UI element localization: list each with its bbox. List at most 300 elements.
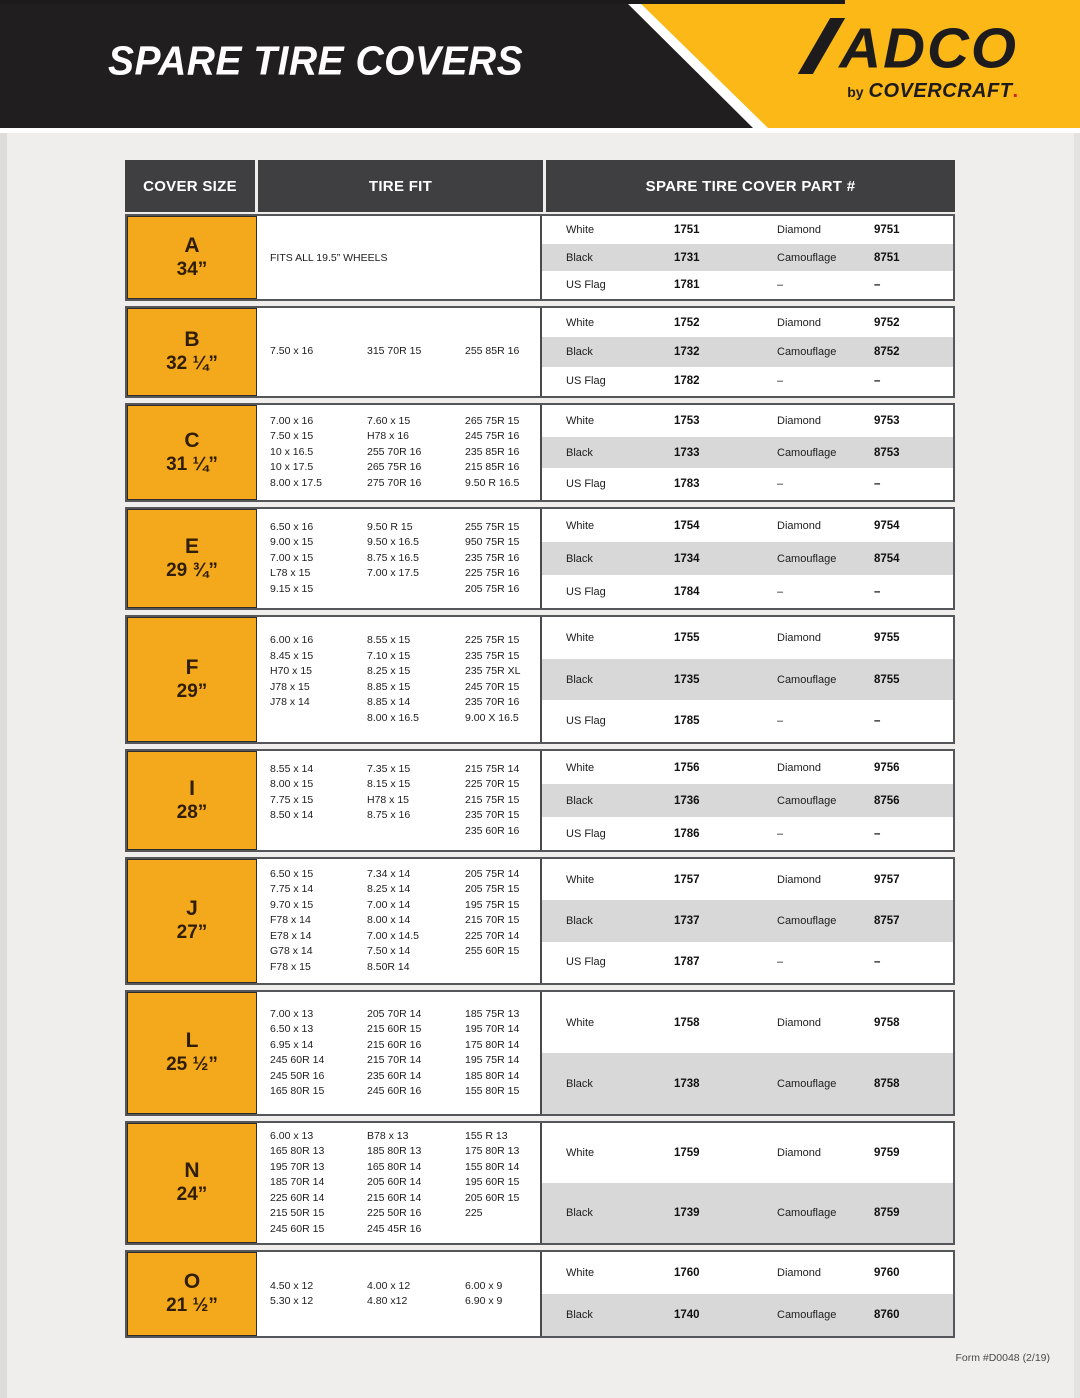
tire-fit-grid [257,1007,540,1100]
part-pattern-number: 9759 [874,1147,900,1159]
part-number: 1739 [674,1207,700,1219]
part-color-label: Black [566,552,593,565]
part-color-label: Black [566,673,593,686]
tire-fit-value: 7.34 x 14 [367,867,411,880]
tire-fit-column-1 [270,1279,367,1310]
part-row [542,900,953,941]
tire-fit-value: 7.50 x 16 [270,345,314,358]
part-pattern-label: Diamond [777,316,822,329]
part-pattern-number: 9758 [874,1016,900,1029]
tire-fit-value: 315 70R 15 [367,345,422,358]
tire-fit-value: 195 70R 13 [270,1160,325,1173]
tire-fit-grid [257,414,540,492]
part-pattern-number: 9757 [874,873,900,886]
tire-fit-value: 9.50 x 16.5 [367,536,419,549]
part-number: 1735 [674,673,700,686]
part-pattern-number: – [874,375,881,388]
parts-section [542,405,953,500]
tire-fit-value: 245 60R 16 [367,1085,422,1097]
tire-fit-value: 8.75 x 16 [367,809,411,822]
tire-fit-value: 205 75R 16 [465,582,520,595]
cover-size-inches: 29 ¾” [166,559,218,581]
part-number: 1757 [674,873,700,886]
part-pattern-number: – [874,279,881,292]
tire-fit-value: 215 70R 14 [367,1054,422,1066]
part-number: 1733 [674,446,700,459]
tire-fit-value: 6.50 x 15 [270,867,314,880]
tire-fit-value: 4.80 x12 [367,1295,408,1307]
cover-size-inches: 21 ½” [166,1295,218,1316]
part-pattern-number: 8757 [874,914,900,927]
tire-fit-value: 215 75R 15 [465,793,520,806]
part-pattern-number: 8754 [874,552,900,565]
tire-fit-value: 8.50 x 14 [270,809,314,822]
tire-fit-value: 9.15 x 15 [270,582,314,595]
part-number: 1753 [674,414,700,427]
cover-size-cell [127,308,257,396]
part-color-label: US Flag [566,478,606,491]
tire-fit-value: J78 x 14 [270,696,310,708]
part-number: 1784 [674,585,700,598]
tire-fit-value: 155 80R 15 [465,1085,520,1097]
tire-fit-value: H78 x 15 [367,793,410,806]
tire-fit-value: 205 60R 14 [367,1176,422,1189]
part-color-label: US Flag [566,715,606,728]
part-row [542,992,953,1053]
parts-section [542,308,953,396]
part-pattern-label: Diamond [777,1147,822,1159]
part-pattern-number: – [874,956,881,969]
size-group-E [125,507,955,610]
tire-fit-column-3 [465,344,540,360]
part-pattern-number: 9752 [874,316,900,329]
parts-section [542,617,953,742]
tire-fit-value: 7.00 x 14.5 [367,929,419,942]
tire-fit-column-3 [465,1129,540,1238]
tire-fit-value: 225 75R 16 [465,567,520,580]
parts-section [542,1123,953,1243]
tire-fit-value: 185 80R 13 [367,1145,422,1158]
part-number: 1732 [674,345,700,358]
tire-fit-value: 245 60R 15 [270,1222,325,1235]
part-row [542,942,953,983]
cover-size-inches: 31 ¼” [166,453,218,475]
tire-fit-value: 195 60R 15 [465,1176,520,1189]
size-group-O [125,1250,955,1338]
part-number: 1782 [674,375,700,388]
part-pattern-label: – [777,827,784,840]
part-pattern-label: Camouflage [777,794,837,807]
tire-fit-value: 4.50 x 12 [270,1279,314,1292]
tire-fit-value: 8.25 x 15 [367,665,411,677]
tire-fit-value: 9.00 X 16.5 [465,711,519,724]
part-number: 1783 [674,478,700,491]
tire-fit-value: G78 x 14 [270,945,313,958]
tire-fit-value: 205 75R 14 [465,867,520,880]
cover-size-inches: 28” [176,801,208,823]
tire-fit-value: 8.00 x 17.5 [270,476,322,489]
column-header-cover-size: COVER SIZE [125,160,255,212]
tire-fit-value: 195 75R 15 [465,898,520,911]
tire-fit-value: 7.00 x 13 [270,1007,314,1020]
tire-fit-value: 155 R 13 [465,1129,508,1142]
part-pattern-number: 8759 [874,1207,900,1219]
tire-fit-column-2 [367,1007,465,1100]
tire-fit-value: 185 75R 13 [465,1007,520,1020]
tire-fit-value: 215 85R 16 [465,461,520,474]
part-row [542,1252,953,1294]
tire-fit-value: 205 70R 14 [367,1007,422,1020]
tire-fit-value: 10 x 16.5 [270,445,314,458]
size-group-C [125,403,955,502]
tire-fit-cell [257,405,542,500]
part-pattern-number: 9760 [874,1267,900,1279]
tire-fit-value: 235 75R 16 [465,551,520,564]
cover-size-inches: 24” [176,1184,208,1205]
tire-fit-value: 215 60R 14 [367,1191,422,1204]
cover-size-cell [127,405,257,500]
tire-fit-column-3 [465,867,540,976]
tire-fit-value: 245 70R 15 [465,680,520,693]
tire-fit-cell [257,751,542,850]
part-pattern-label: Diamond [777,1267,822,1279]
part-row [542,367,953,396]
tire-fit-value: 7.00 x 17.5 [367,567,419,580]
part-pattern-number: – [874,478,881,491]
part-pattern-label: – [777,478,784,491]
tire-fit-value: 245 50R 16 [270,1069,325,1082]
part-row [542,542,953,575]
size-group-I [125,749,955,852]
tire-fit-value: 5.30 x 12 [270,1295,314,1307]
cover-size-inches: 29” [176,680,208,702]
part-pattern-label: – [777,585,784,598]
part-pattern-number: 8753 [874,446,900,459]
tire-fit-value: J78 x 15 [270,680,310,693]
page-right-edge [1074,133,1080,1398]
tire-fit-value: 7.10 x 15 [367,649,411,662]
tire-fit-column-2 [367,344,465,360]
cover-size-cell [127,216,257,299]
part-color-label: White [566,1147,595,1159]
tire-fit-column-3 [465,520,540,598]
size-group-A [125,214,955,301]
spare-tire-cover-table [125,160,955,1343]
cover-size-cell [127,1123,257,1243]
table-groups [125,214,955,1338]
part-pattern-label: – [777,715,784,728]
size-group-J [125,857,955,985]
part-row [542,437,953,469]
logo-covercraft-text: COVERCRAFT [868,80,1013,102]
part-color-label: White [566,873,595,886]
tire-fit-value: 7.00 x 14 [367,898,411,911]
tire-fit-value: 225 60R 14 [270,1191,325,1204]
tire-fit-cell [257,1252,542,1336]
part-pattern-label: Camouflage [777,914,837,927]
tire-fit-value: 950 75R 15 [465,536,520,549]
tire-fit-value: 7.00 x 16 [270,414,314,427]
cover-size-letter: I [189,776,195,800]
part-pattern-label: Diamond [777,761,822,774]
tire-fit-value: 205 75R 15 [465,883,520,896]
part-row [542,784,953,817]
part-pattern-label: Diamond [777,223,822,236]
tire-fit-cell [257,509,542,608]
part-row [542,1053,953,1114]
part-row [542,1294,953,1336]
cover-size-inches: 27” [176,922,208,943]
cover-size-letter: C [184,428,200,452]
part-row [542,817,953,850]
tire-fit-value: 175 80R 14 [465,1038,520,1051]
part-pattern-number: 8756 [874,794,900,807]
tire-fit-column-1 [270,1007,367,1100]
part-pattern-label: Camouflage [777,251,837,264]
cover-size-letter: J [186,897,198,920]
part-row [542,308,953,337]
part-pattern-number: 8760 [874,1309,900,1321]
tire-fit-value: 235 60R 14 [367,1069,422,1082]
part-number: 1734 [674,552,700,565]
tire-fit-value: 185 70R 14 [270,1176,325,1189]
part-color-label: US Flag [566,827,606,840]
part-color-label: Black [566,914,593,927]
part-color-label: Black [566,794,593,807]
part-pattern-number: – [874,585,881,598]
cover-size-cell [127,859,257,983]
parts-section [542,509,953,608]
part-number: 1786 [674,827,700,840]
part-pattern-number: – [874,827,881,840]
tire-fit-value: 235 70R 16 [465,696,520,708]
part-pattern-label: Camouflage [777,1309,837,1321]
tire-fit-value: 4.00 x 12 [367,1279,411,1292]
tire-fit-value: 255 70R 16 [367,445,422,458]
tire-fit-column-2 [367,520,465,598]
tire-fit-value: 7.00 x 15 [270,551,314,564]
tire-fit-value: 6.50 x 16 [270,520,314,533]
tire-fit-value: 235 60R 16 [465,824,520,837]
tire-fit-column-3 [465,633,540,726]
header-underline [0,128,1080,133]
tire-fit-value: 7.35 x 15 [367,762,411,775]
page-title: SPARE TIRE COVERS [108,38,524,85]
tire-fit-value: L78 x 15 [270,567,311,580]
tire-fit-grid [257,344,540,360]
tire-fit-value: 165 80R 14 [367,1160,422,1173]
tire-fit-value: 8.75 x 16.5 [367,551,419,564]
tire-fit-cell [257,859,542,983]
tire-fit-value: 9.00 x 15 [270,536,314,549]
tire-fit-value: 225 [465,1207,483,1220]
part-pattern-label: Diamond [777,414,822,427]
part-number: 1755 [674,631,700,644]
tire-fit-value: 8.15 x 15 [367,778,411,791]
cover-size-cell [127,617,257,742]
cover-size-letter: O [183,1270,201,1293]
cover-size-cell [127,1252,257,1336]
tire-fit-value: 8.00 x 14 [367,914,411,927]
tire-fit-value: 6.90 x 9 [465,1295,503,1307]
tire-fit-column-1 [270,344,367,360]
part-row [542,244,953,272]
cover-size-letter: N [184,1159,200,1182]
tire-fit-column-3 [465,762,540,840]
cover-size-inches: 34” [176,258,208,280]
part-pattern-label: – [777,956,784,969]
tire-fit-cell [257,617,542,742]
logo-by-text: by [847,84,864,100]
part-row [542,509,953,542]
tire-fit-value: 6.95 x 14 [270,1038,314,1051]
tire-fit-value: 8.55 x 15 [367,634,411,646]
part-color-label: White [566,1016,595,1029]
part-row [542,659,953,701]
cover-size-letter: E [184,534,199,558]
part-pattern-label: – [777,375,784,388]
tire-fit-value: 265 75R 15 [465,414,520,427]
part-number: 1781 [674,279,700,292]
parts-section [542,1252,953,1336]
part-number: 1740 [674,1309,700,1321]
cover-size-cell [127,509,257,608]
tire-fit-value: 9.50 R 16.5 [465,476,520,489]
logo-byline [814,80,1018,103]
tire-fit-value: 8.25 x 14 [367,883,411,896]
tire-fit-value: 8.00 x 16.5 [367,711,419,724]
tire-fit-value: F78 x 15 [270,960,311,973]
part-pattern-label: Camouflage [777,446,837,459]
parts-section [542,216,953,299]
tire-fit-value: 225 50R 16 [367,1207,422,1220]
tire-fit-value: 6.00 x 13 [270,1129,314,1142]
tire-fit-value: 7.50 x 15 [270,430,314,443]
tire-fit-value: 245 45R 16 [367,1222,422,1235]
parts-section [542,859,953,983]
tire-fit-value: 165 80R 15 [270,1085,325,1097]
part-row [542,405,953,437]
part-pattern-label: Camouflage [777,1077,837,1090]
part-row [542,751,953,784]
tire-fit-value: 175 80R 13 [465,1145,520,1158]
tire-fit-value: 8.85 x 14 [367,696,411,708]
part-color-label: US Flag [566,279,606,292]
tire-fit-grid [257,633,540,726]
size-group-L [125,990,955,1116]
part-pattern-number: 9751 [874,223,900,236]
part-pattern-label: Diamond [777,519,822,532]
part-number: 1760 [674,1267,700,1279]
part-number: 1737 [674,914,700,927]
tire-fit-column-1 [270,633,367,726]
size-group-B [125,306,955,398]
tire-fit-value: 225 75R 15 [465,634,520,646]
tire-fit-column-2 [367,414,465,492]
part-row [542,216,953,244]
tire-fit-value: 7.75 x 14 [270,883,314,896]
tire-fit-value: 6.50 x 13 [270,1023,314,1035]
tire-fit-grid [257,1279,540,1310]
part-pattern-label: Diamond [777,1016,822,1029]
part-row [542,468,953,500]
tire-fit-grid [257,520,540,598]
part-color-label: White [566,1267,595,1279]
tire-fit-value: 225 70R 15 [465,778,520,791]
tire-fit-column-2 [367,1279,465,1310]
tire-fit-grid [257,867,540,976]
parts-section [542,992,953,1114]
tire-fit-value: 275 70R 16 [367,476,422,489]
tire-fit-value: 235 85R 16 [465,445,520,458]
cover-size-cell [127,992,257,1114]
part-pattern-number: 8755 [874,673,900,686]
tire-fit-value: 9.70 x 15 [270,898,314,911]
part-number: 1731 [674,251,700,264]
part-pattern-number: 8751 [874,251,900,264]
part-number: 1787 [674,956,700,969]
part-row [542,700,953,742]
part-pattern-label: Camouflage [777,1207,837,1219]
cover-size-letter: B [184,328,200,351]
top-edge-line [0,0,845,4]
part-number: 1758 [674,1016,700,1029]
part-number: 1752 [674,316,700,329]
part-pattern-number: 9753 [874,414,900,427]
cover-size-letter: F [185,655,199,679]
tire-fit-cell [257,216,542,299]
tire-fit-column-2 [367,762,465,840]
part-pattern-number: 9756 [874,761,900,774]
part-color-label: White [566,316,595,329]
part-pattern-number: 9754 [874,519,900,532]
cover-size-letter: A [184,233,200,257]
part-pattern-label: Camouflage [777,673,837,686]
tire-fit-cell [257,992,542,1114]
tire-fit-column-1 [270,762,367,840]
tire-fit-value: 155 80R 14 [465,1160,520,1173]
tire-fit-value: 255 85R 16 [465,345,520,358]
part-number: 1759 [674,1147,700,1159]
part-number: 1738 [674,1077,700,1090]
tire-fit-value: 265 75R 16 [367,461,422,474]
column-header-tire-fit: TIRE FIT [258,160,543,212]
part-color-label: US Flag [566,585,606,598]
part-number: 1785 [674,715,700,728]
part-pattern-label: Diamond [777,873,822,886]
adco-logo [814,18,1018,103]
part-row [542,617,953,659]
parts-section [542,751,953,850]
tire-fit-value: 235 70R 15 [465,809,520,822]
tire-fit-value: 8.85 x 15 [367,680,411,693]
tire-fit-column-1 [270,520,367,598]
cover-size-letter: L [185,1029,199,1052]
part-number: 1736 [674,794,700,807]
part-color-label: Black [566,251,593,264]
part-pattern-label: Diamond [777,631,822,644]
tire-fit-value: 195 75R 14 [465,1054,520,1066]
part-color-label: Black [566,345,593,358]
tire-fit-value: 215 60R 15 [367,1023,422,1035]
form-number: Form #D0048 (2/19) [955,1352,1050,1364]
tire-fit-value: 255 75R 15 [465,520,520,533]
part-color-label: Black [566,1207,593,1219]
part-color-label: White [566,761,595,774]
part-pattern-number: 8758 [874,1077,900,1090]
logo-period: . [1012,80,1018,102]
part-row [542,271,953,299]
